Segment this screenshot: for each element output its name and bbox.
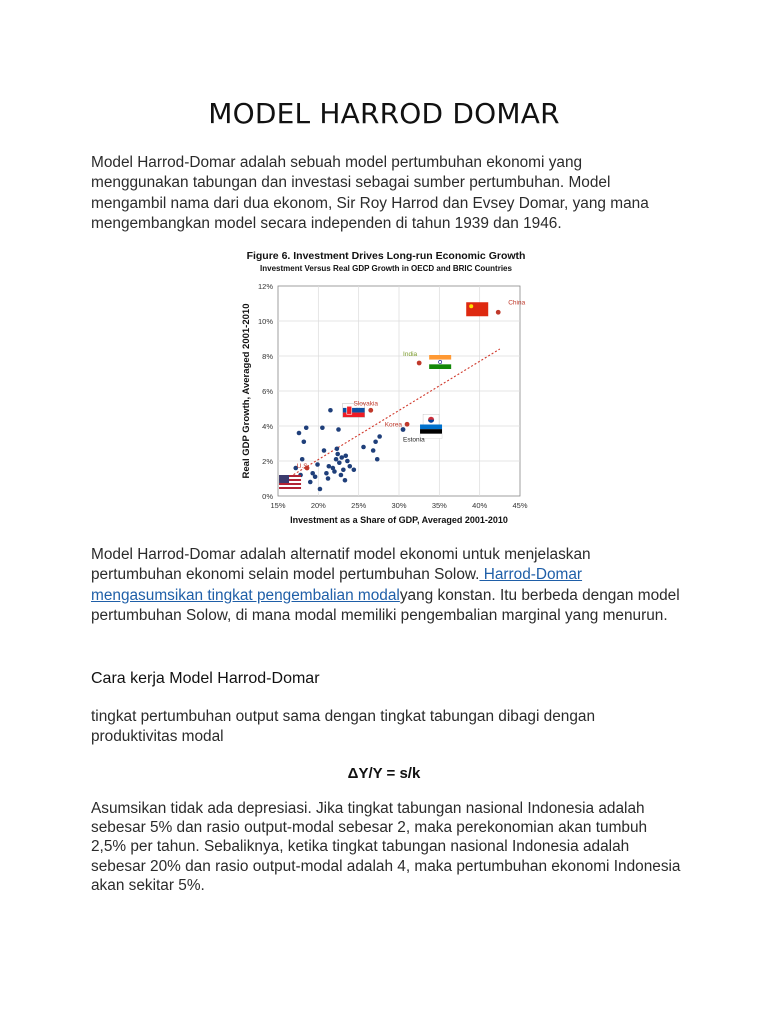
highlight-point (368, 408, 373, 413)
flag-shield (347, 406, 352, 414)
data-point (337, 460, 342, 465)
example-paragraph: Asumsikan tidak ada depresiasi. Jika tingkat tabungan nasional Indonesia adalah sebesar 5% dan rasio output-modal sebesar 2, maka perekonomian akan tumbuh 2,5% per tahun. Sebaliknya, ketika tingkat tabungan nasional Indonesia adalah sebesar 20% dan rasio output-modal adalah 4, maka pertumbuhan ekonomi Indonesia akan sekitar 5%. (91, 800, 681, 894)
data-point (335, 452, 340, 457)
korea-flag-icon (423, 414, 439, 425)
data-point (352, 467, 357, 472)
y-axis-label: Real GDP Growth, Averaged 2001-2010 (241, 303, 252, 479)
flag-band (343, 408, 365, 413)
country-label: Slovakia (353, 400, 379, 408)
data-point (320, 425, 325, 430)
data-point (335, 446, 340, 451)
y-tick-label: 2% (262, 457, 273, 466)
data-point (302, 439, 307, 444)
data-point (345, 459, 350, 464)
data-point (375, 457, 380, 462)
flag-stripe (279, 485, 301, 487)
india-flag-icon (429, 355, 451, 369)
x-axis-label: Investment as a Share of GDP, Averaged 2001-2010 (290, 515, 508, 525)
y-tick-label: 8% (262, 352, 273, 361)
highlight-point (417, 361, 422, 366)
data-point (304, 425, 309, 430)
country-label: Korea (384, 421, 403, 429)
highlight-point (496, 310, 501, 315)
data-point (324, 471, 329, 476)
country-label: China (508, 299, 526, 307)
data-point (343, 478, 348, 483)
definition-paragraph: tingkat pertumbuhan output sama dengan tingkat tabungan dibagi dengan produktivitas modal (91, 708, 596, 746)
data-point (347, 464, 352, 469)
x-tick-label: 15% (270, 501, 286, 510)
data-point (339, 473, 344, 478)
data-point (341, 467, 346, 472)
y-tick-label: 4% (262, 422, 273, 431)
para2-text-after: yang konstan. Itu berbeda dengan model pertumbuhan Solow, di mana modal memiliki pengembalian marginal yang menurun. (91, 586, 680, 625)
chart-subtitle: Investment Versus Real GDP Growth in OECD and BRIC Countries (260, 264, 512, 273)
formula: ΔY/Y = s/k (347, 765, 421, 782)
data-point (336, 427, 341, 432)
y-tick-label: 6% (262, 387, 273, 396)
highlight-point (405, 422, 410, 427)
data-point (322, 448, 327, 453)
data-point (332, 469, 337, 474)
y-tick-label: 0% (262, 492, 273, 501)
flag-band (420, 429, 442, 434)
section-heading: Cara kerja Model Harrod-Domar (91, 670, 320, 687)
data-point (371, 448, 376, 453)
flag-stripe (279, 483, 301, 485)
chart-title: Figure 6. Investment Drives Long-run Economic Growth (246, 250, 526, 262)
data-point (377, 434, 382, 439)
country-label: U.S. (296, 463, 310, 470)
country-label: Estonia (403, 436, 425, 444)
comparison-paragraph (91, 545, 681, 627)
x-tick-label: 40% (472, 501, 488, 510)
data-point (327, 464, 332, 469)
highlight-point (401, 427, 406, 432)
data-point (328, 408, 333, 413)
x-tick-label: 20% (310, 501, 326, 510)
flag-band (429, 364, 451, 369)
scatter-plot (236, 250, 536, 530)
data-point (315, 462, 320, 467)
y-tick-label: 10% (257, 317, 273, 326)
data-point (313, 474, 318, 479)
figure-chart (236, 250, 536, 530)
flag-band (429, 355, 451, 360)
data-point (343, 453, 348, 458)
country-label: India (403, 351, 418, 358)
china-flag-icon (466, 302, 488, 316)
data-point (361, 445, 366, 450)
harrod-domar-link[interactable]: Harrod-Domar mengasumsikan tingkat pengembalian modal (91, 566, 583, 604)
x-tick-label: 30% (391, 501, 407, 510)
flag-band (343, 413, 365, 418)
data-point (297, 431, 302, 436)
usa-flag-icon (279, 475, 301, 489)
flag-stripe (279, 487, 301, 489)
data-point (308, 480, 313, 485)
flag-band (420, 425, 442, 430)
y-tick-label: 12% (257, 282, 273, 291)
page-title: MODEL HARROD DOMAR (208, 97, 560, 130)
data-point (318, 487, 323, 492)
data-point (300, 457, 305, 462)
data-point (373, 439, 378, 444)
x-tick-label: 35% (431, 501, 447, 510)
flag-field (466, 302, 488, 316)
flag-canton (279, 475, 289, 483)
para2-text-before: Model Harrod-Domar adalah alternatif model ekonomi untuk menjelaskan pertumbuhan ekonomi selain model pertumbuhan Solow. (91, 546, 591, 584)
data-point (339, 455, 344, 460)
data-point (334, 457, 339, 462)
x-tick-label: 45% (512, 501, 528, 510)
flag-star (469, 304, 473, 308)
data-point (326, 476, 331, 481)
x-tick-label: 25% (351, 501, 367, 510)
intro-paragraph: Model Harrod-Domar adalah sebuah model pertumbuhan ekonomi yang menggunakan tabungan dan investasi sebagai sumber pertumbuhan. Model mengambil nama dari dua ekonom, Sir Roy Harrod dan Evsey Domar, yang mana mengembangkan model secara independen di tahun 1939 dan 1946. (91, 154, 649, 233)
